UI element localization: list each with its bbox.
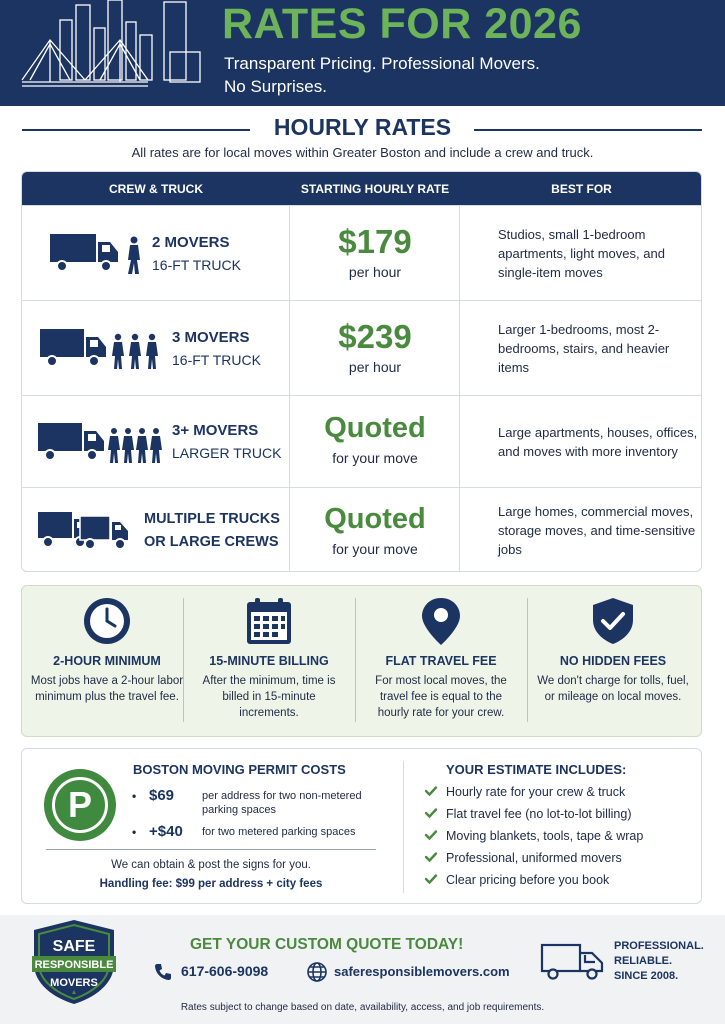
boston-skyline-icon xyxy=(20,0,205,106)
policy-title: NO HIDDEN FEES xyxy=(559,654,667,668)
best-for-cell: Large homes, commercial moves, storage moves, and time-sensitive jobs xyxy=(498,504,696,557)
crew-label xyxy=(152,231,241,277)
permit-title: BOSTON MOVING PERMIT COSTS xyxy=(133,762,346,777)
tagline-line: RELIABLE. xyxy=(614,955,673,967)
estimate-title: YOUR ESTIMATE INCLUDES: xyxy=(446,762,627,777)
page-title: RATES FOR 2026 xyxy=(222,0,582,48)
cta-heading: GET YOUR CUSTOM QUOTE TODAY! xyxy=(190,936,464,953)
subtitle-line: Transparent Pricing. Professional Movers. xyxy=(224,54,540,73)
crew-cell xyxy=(22,396,290,487)
rate-unit: per hour xyxy=(348,264,402,280)
subtitle-line: No Surprises. xyxy=(224,77,327,96)
crew-size: 3+ MOVERS xyxy=(172,422,259,439)
section-note: All rates are for local moves within Greater Boston and include a crew and truck. xyxy=(131,145,594,160)
tagline-line: SINCE 2008. xyxy=(614,970,679,982)
rate-unit: for your move xyxy=(332,450,418,466)
truck-with-movers-icon xyxy=(38,325,162,371)
rate-cell xyxy=(290,488,460,572)
crew-label xyxy=(172,419,281,465)
shield-check-icon xyxy=(585,596,641,646)
rate-price: $179 xyxy=(338,223,412,260)
truck-size: OR LARGE CREWS xyxy=(144,534,279,550)
divider xyxy=(403,761,404,893)
truck-size: 16-FT TRUCK xyxy=(172,352,261,368)
phone-icon xyxy=(153,962,173,982)
policy-title: 2-HOUR MINIMUM xyxy=(53,654,161,668)
policy-desc: After the minimum, time is billed in 15-minute increments. xyxy=(202,675,336,719)
header-subtitle xyxy=(224,52,624,98)
rate-cell xyxy=(290,396,460,487)
location-pin-icon xyxy=(413,596,469,646)
check-icon xyxy=(424,806,438,820)
table-row xyxy=(22,300,702,395)
rate-price: Quoted xyxy=(324,412,426,444)
truck-icon xyxy=(540,941,606,981)
column-header: BEST FOR xyxy=(551,182,612,196)
column-header: CREW & TRUCK xyxy=(109,182,203,196)
permit-note: We can obtain & post the signs for you. xyxy=(111,859,311,871)
truck-with-mover-icon xyxy=(48,230,146,276)
table-row xyxy=(22,487,702,572)
table-row xyxy=(22,395,702,487)
policy-item xyxy=(184,586,354,738)
check-icon xyxy=(424,850,438,864)
estimate-item-text: Flat travel fee (no lot-to-lot billing) xyxy=(446,807,632,821)
parking-icon: P xyxy=(44,769,116,841)
rate-price: Quoted xyxy=(324,503,426,535)
policy-panel xyxy=(21,585,702,737)
svg-text:RESPONSIBLE: RESPONSIBLE xyxy=(34,959,114,971)
crew-cell xyxy=(22,206,290,300)
bullet-icon: • xyxy=(132,825,137,839)
permit-amount: +$40 xyxy=(149,823,183,840)
rate-price: $239 xyxy=(338,318,412,355)
tagline-line: PROFESSIONAL. xyxy=(614,940,704,952)
website-link[interactable]: saferesponsiblemovers.com xyxy=(334,964,510,979)
crew-size: 2 MOVERS xyxy=(152,234,230,251)
rate-cell xyxy=(290,301,460,395)
header-banner xyxy=(0,0,725,106)
crew-cell xyxy=(22,488,290,572)
svg-text:SAFE: SAFE xyxy=(52,938,96,955)
disclaimer: Rates subject to change based on date, availability, access, and job requirements. xyxy=(180,1002,545,1013)
policy-title: FLAT TRAVEL FEE xyxy=(385,654,497,668)
table-row xyxy=(22,205,702,300)
phone-number[interactable]: 617-606-9098 xyxy=(181,963,269,979)
crew-label xyxy=(172,326,261,372)
table-header xyxy=(22,172,702,205)
rate-unit: for your move xyxy=(332,541,418,557)
policy-title: 15-MINUTE BILLING xyxy=(209,654,329,668)
svg-text:MOVERS: MOVERS xyxy=(50,977,98,989)
clock-icon xyxy=(79,596,135,646)
policy-desc: We don't charge for tolls, fuel, or mileage on local moves. xyxy=(537,675,689,703)
globe-icon xyxy=(306,961,328,983)
policy-item xyxy=(356,586,526,738)
permit-estimate-panel xyxy=(21,748,702,904)
best-for-cell: Larger 1-bedrooms, most 2-bedrooms, stairs, and heavier items xyxy=(498,321,670,375)
check-icon xyxy=(424,872,438,886)
bullet-icon: • xyxy=(132,789,137,803)
calendar-icon xyxy=(241,596,297,646)
policy-item xyxy=(22,586,192,738)
estimate-item-text: Professional, uniformed movers xyxy=(446,851,622,865)
best-for-cell: Large apartments, houses, offices, and moves with more inventory xyxy=(498,424,698,459)
policy-desc: Most jobs have a 2-hour labor minimum plus the travel fee. xyxy=(30,675,184,703)
permit-desc: for two metered parking spaces xyxy=(202,826,356,838)
rate-unit: per hour xyxy=(348,359,402,375)
truck-size: 16-FT TRUCK xyxy=(152,257,241,273)
estimate-item-text: Clear pricing before you book xyxy=(446,873,610,887)
crew-size: MULTIPLE TRUCKS xyxy=(144,511,280,527)
rate-cell xyxy=(290,206,460,300)
estimate-item-text: Moving blankets, tools, tape & wrap xyxy=(446,829,644,843)
divider xyxy=(46,849,376,850)
permit-desc: per address for two non-metered parking spaces xyxy=(202,790,362,816)
crew-size: 3 MOVERS xyxy=(172,329,250,346)
column-header: STARTING HOURLY RATE xyxy=(300,182,450,196)
truck-with-crew-icon xyxy=(36,419,164,465)
section-title: HOURLY RATES xyxy=(273,114,452,140)
policy-item xyxy=(528,586,698,738)
policy-desc: For most local moves, the travel fee is equal to the hourly rate for your crew. xyxy=(375,675,507,719)
truck-size: LARGER TRUCK xyxy=(172,445,282,461)
permit-amount: $69 xyxy=(149,787,175,804)
check-icon xyxy=(424,828,438,842)
rates-table xyxy=(21,171,702,572)
check-icon xyxy=(424,784,438,798)
best-for-cell: Studios, small 1-bedroom apartments, light moves, and single-item moves xyxy=(498,226,665,280)
crew-cell xyxy=(22,301,290,395)
footer xyxy=(0,915,725,1024)
estimate-item-text: Hourly rate for your crew & truck xyxy=(446,785,626,799)
tagline xyxy=(614,939,704,984)
company-logo xyxy=(28,918,120,1006)
multiple-trucks-icon xyxy=(36,508,132,552)
handling-fee: Handling fee: $99 per address + city fees xyxy=(99,878,323,890)
crew-label xyxy=(144,508,280,554)
